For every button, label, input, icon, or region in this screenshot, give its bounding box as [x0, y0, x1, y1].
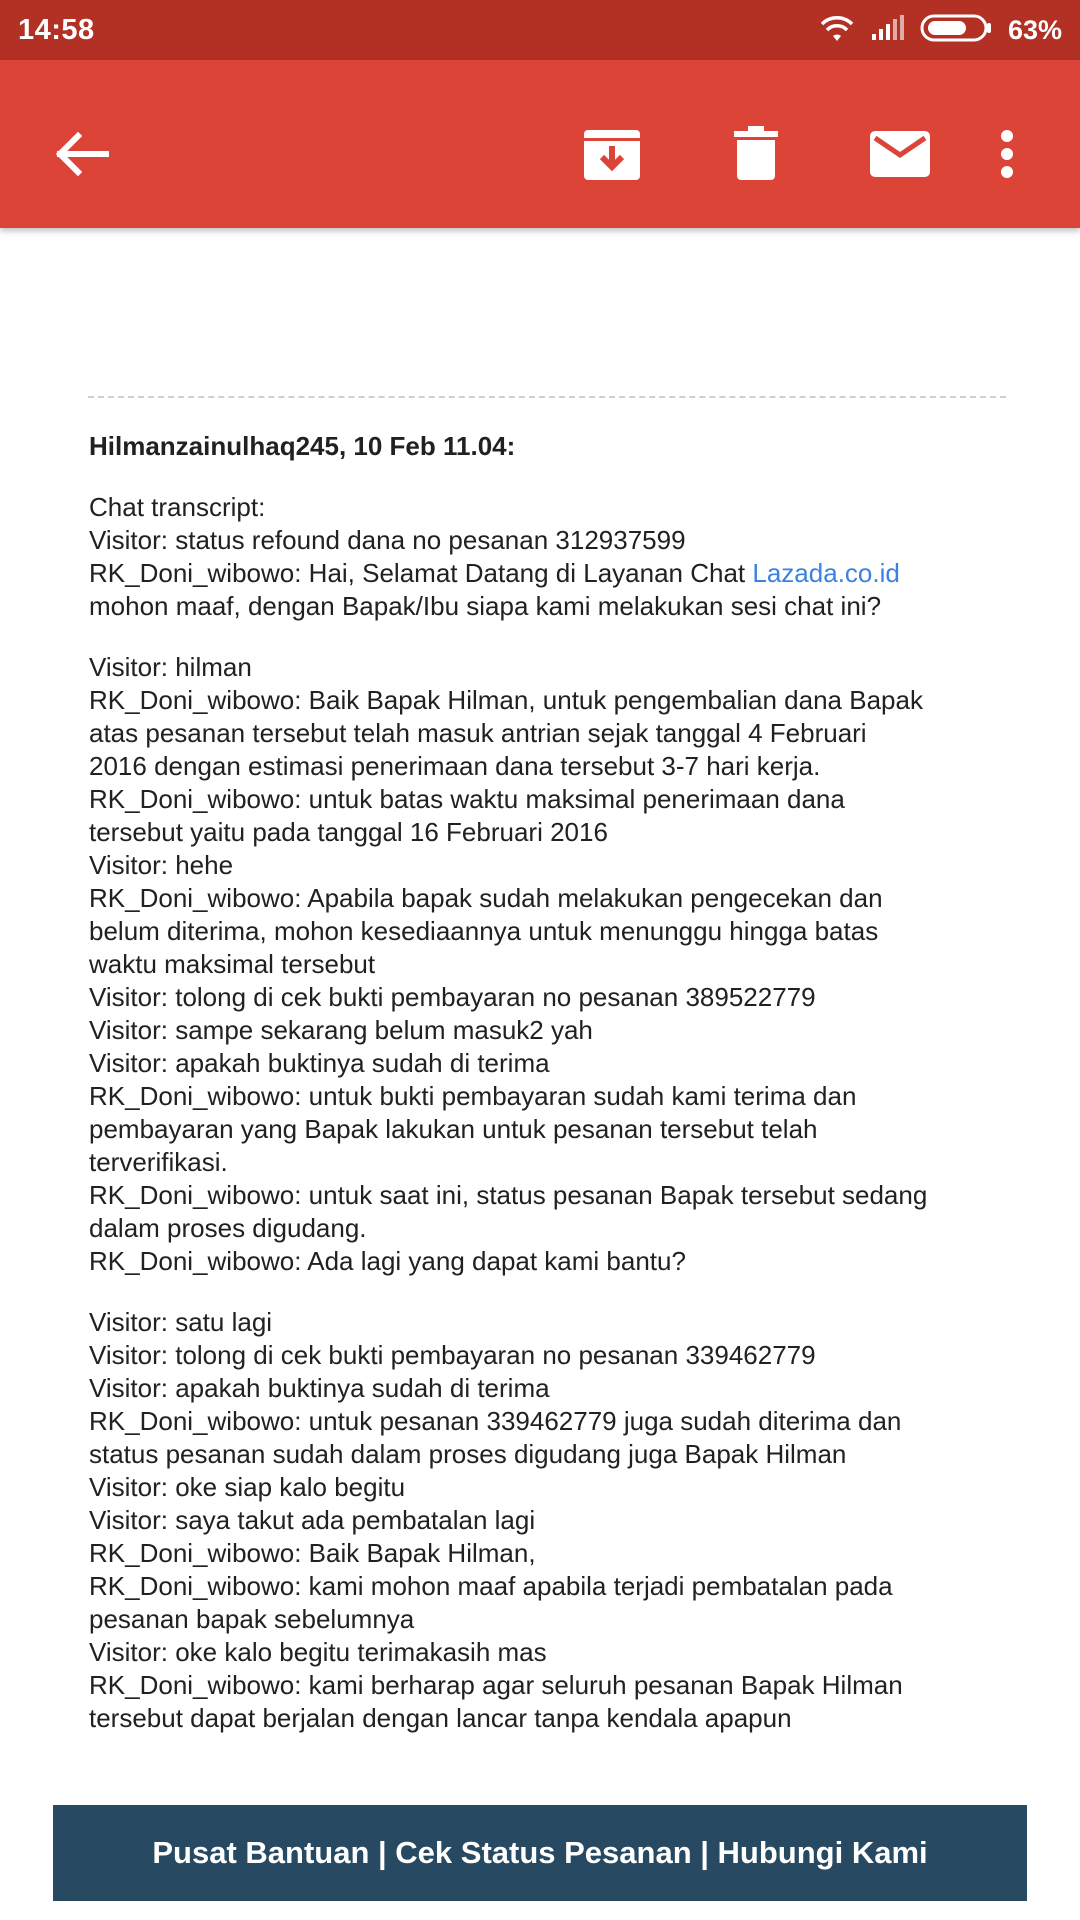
transcript-line: status pesanan sudah dalam proses digudang juga Bapak Hilman: [89, 1439, 847, 1469]
footer-separator: |: [691, 1835, 718, 1870]
transcript-line: mohon maaf, dengan Bapak/Ibu siapa kami melakukan sesi chat ini?: [89, 591, 882, 621]
transcript-line: RK_Doni_wibowo: untuk bukti pembayaran sudah kami terima dan: [89, 1081, 857, 1111]
transcript-line: tersebut dapat berjalan dengan lancar tanpa kendala apapun: [89, 1703, 792, 1733]
back-button[interactable]: [40, 112, 124, 196]
transcript-line: terverifikasi.: [89, 1147, 228, 1177]
transcript-line: Visitor: status refound dana no pesanan 312937599: [89, 525, 686, 555]
transcript-line: Visitor: apakah buktinya sudah di terima: [89, 1373, 550, 1403]
transcript-line: RK_Doni_wibowo: untuk saat ini, status pesanan Bapak tersebut sedang: [89, 1180, 928, 1210]
transcript-text: RK_Doni_wibowo: Hai, Selamat Datang di Layanan Chat: [89, 558, 753, 588]
status-indicators: [818, 13, 1062, 48]
transcript-line: RK_Doni_wibowo: kami berharap agar seluruh pesanan Bapak Hilman: [89, 1670, 903, 1700]
wifi-icon: [818, 13, 856, 48]
transcript-line: Visitor: oke kalo begitu terimakasih mas: [89, 1637, 547, 1667]
delete-icon: [734, 126, 778, 182]
transcript-line: RK_Doni_wibowo: Apabila bapak sudah melakukan pengecekan dan: [89, 883, 883, 913]
contact-us-link[interactable]: Hubungi Kami: [717, 1835, 928, 1870]
transcript-line: RK_Doni_wibowo: Baik Bapak Hilman, untuk pengembalian dana Bapak: [89, 685, 923, 715]
battery-icon: [920, 13, 994, 48]
transcript-block: [89, 651, 1019, 1278]
transcript-line: Visitor: tolong di cek bukti pembayaran no pesanan 389522779: [89, 982, 816, 1012]
transcript-line: RK_Doni_wibowo: Ada lagi yang dapat kami bantu?: [89, 1246, 686, 1276]
transcript-line: RK_Doni_wibowo: untuk pesanan 339462779 juga sudah diterima dan: [89, 1406, 902, 1436]
transcript-line: RK_Doni_wibowo: Baik Bapak Hilman,: [89, 1538, 536, 1568]
order-status-link[interactable]: Cek Status Pesanan: [395, 1835, 692, 1870]
footer-links-bar: [53, 1805, 1027, 1901]
transcript-line: RK_Doni_wibowo: kami mohon maaf apabila terjadi pembatalan pada: [89, 1571, 893, 1601]
mark-unread-icon: [869, 130, 931, 178]
transcript-line: Visitor: apakah buktinya sudah di terima: [89, 1048, 550, 1078]
help-center-link[interactable]: Pusat Bantuan: [152, 1835, 370, 1870]
transcript-line: Visitor: tolong di cek bukti pembayaran no pesanan 339462779: [89, 1340, 816, 1370]
transcript-line: pembayaran yang Bapak lakukan untuk pesanan tersebut telah: [89, 1114, 818, 1144]
message-header: Hilmanzainulhaq245, 10 Feb 11.04:: [89, 431, 516, 461]
transcript-line: Visitor: satu lagi: [89, 1307, 273, 1337]
transcript-line: pesanan bapak sebelumnya: [89, 1604, 415, 1634]
paragraph-gap: [89, 1278, 1019, 1306]
transcript-block: [89, 1306, 1019, 1735]
app-toolbar: [0, 60, 1080, 228]
transcript-line: tersebut yaitu pada tanggal 16 Februari 2016: [89, 817, 608, 847]
email-body: [89, 430, 1019, 1735]
transcript-line: atas pesanan tersebut telah masuk antrian sejak tanggal 4 Februari: [89, 718, 867, 748]
paragraph-gap: [89, 623, 1019, 651]
transcript-line: belum diterima, mohon kesediaannya untuk menunggu hingga batas: [89, 916, 879, 946]
more-vert-icon: [1000, 129, 1014, 179]
status-time: 14:58: [18, 13, 95, 46]
status-bar: [0, 0, 1080, 60]
back-arrow-icon: [54, 130, 110, 178]
dashed-divider: [88, 396, 1006, 398]
footer-separator: |: [369, 1835, 396, 1870]
transcript-line: Visitor: sampe sekarang belum masuk2 yah: [89, 1015, 593, 1045]
transcript-line: RK_Doni_wibowo: untuk batas waktu maksimal penerimaan dana: [89, 784, 845, 814]
archive-button[interactable]: [570, 112, 654, 196]
lazada-link[interactable]: Lazada.co.id: [752, 558, 900, 588]
archive-icon: [582, 126, 642, 182]
transcript-intro: Chat transcript:: [89, 492, 266, 522]
transcript-line: Visitor: hilman: [89, 652, 252, 682]
more-options-button[interactable]: [985, 112, 1029, 196]
transcript-line: Visitor: oke siap kalo begitu: [89, 1472, 406, 1502]
signal-icon: [870, 14, 906, 47]
transcript-line: Visitor: hehe: [89, 850, 234, 880]
battery-percentage: 63%: [1007, 14, 1062, 45]
transcript-line: [89, 557, 1019, 590]
mark-unread-button[interactable]: [858, 112, 942, 196]
delete-button[interactable]: [714, 112, 798, 196]
transcript-line: Visitor: saya takut ada pembatalan lagi: [89, 1505, 536, 1535]
transcript-line: dalam proses digudang.: [89, 1213, 367, 1243]
transcript-line: 2016 dengan estimasi penerimaan dana tersebut 3-7 hari kerja.: [89, 751, 821, 781]
transcript-line: waktu maksimal tersebut: [89, 949, 376, 979]
